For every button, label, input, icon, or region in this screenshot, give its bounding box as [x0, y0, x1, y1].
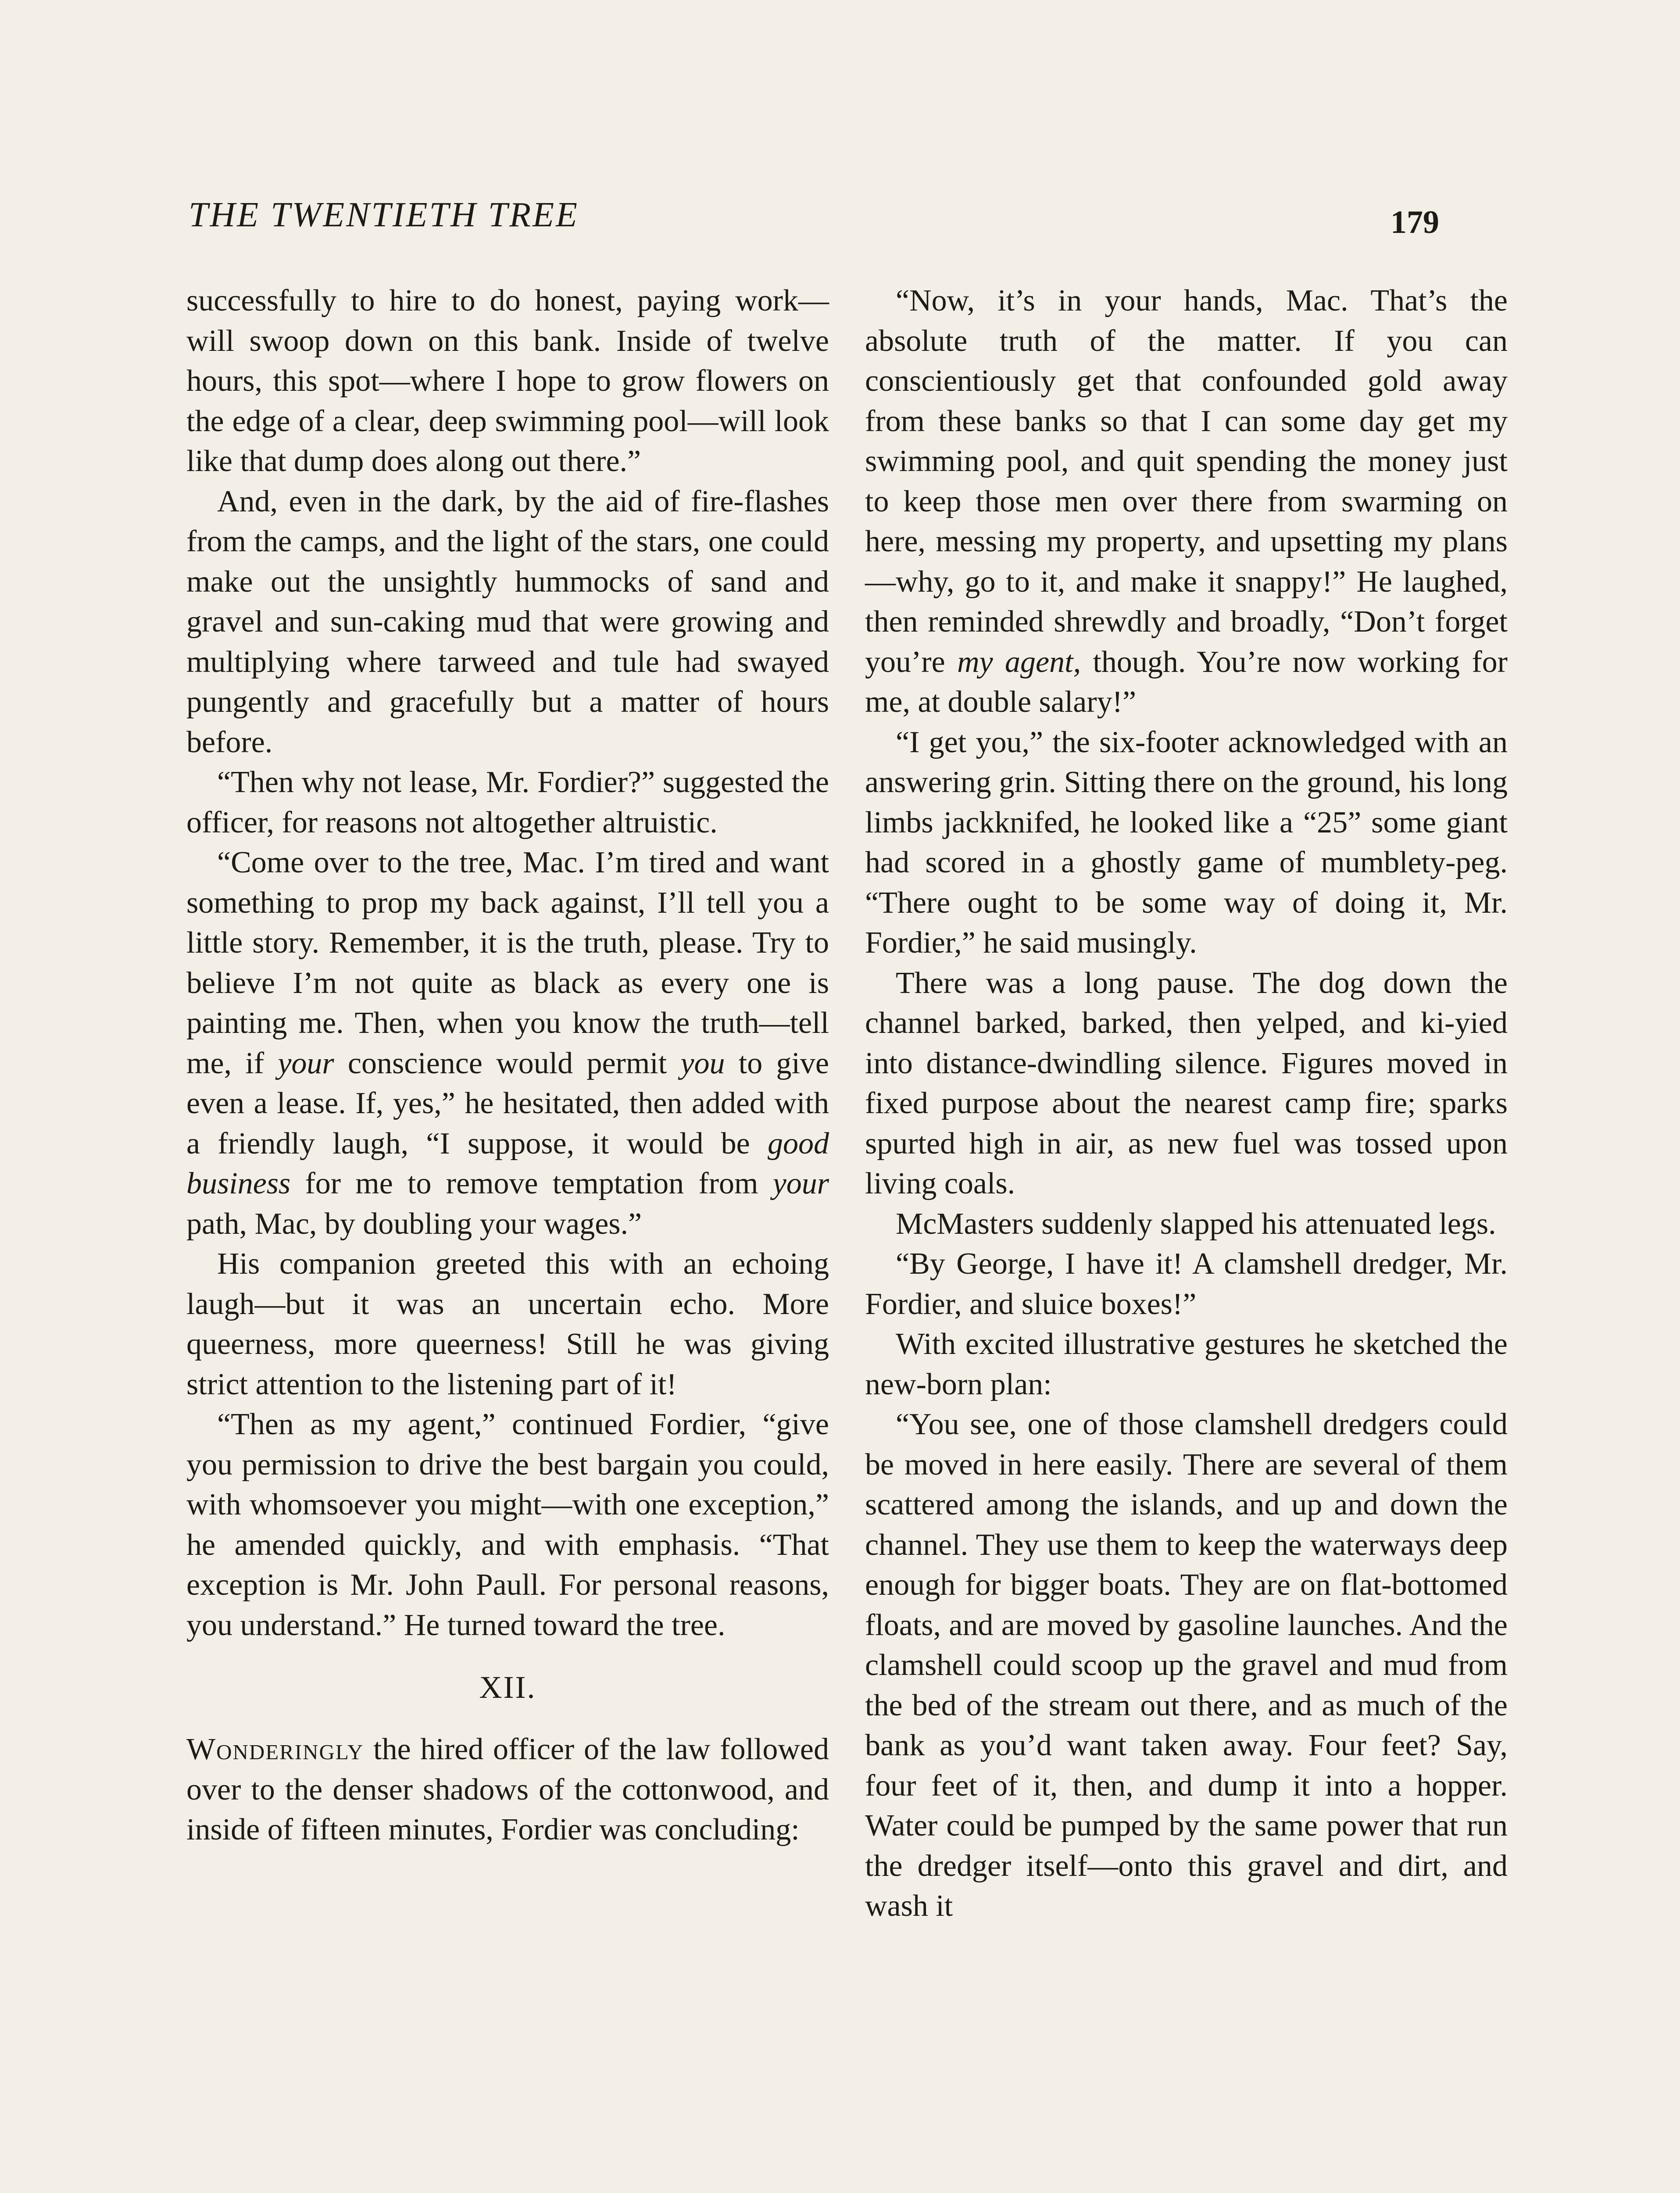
chapter-lead-word: Wonderingly — [186, 1732, 364, 1766]
paragraph: His companion greeted this with an echoing laugh—but it was an uncertain echo. More queerness, more queerness! Still he was giving strict attention to the listening part of it! — [186, 1247, 829, 1401]
text-run: though. You’re now working for me, at double salary!” — [865, 645, 1508, 719]
paragraph: “I get you,” the six-footer acknowledged with an answering grin. Sitting there on the ground, his long limbs jackknifed, he looked like a “25” some giant had scored in a ghostly game of mumblety-peg. “There ought to be some way of doing it, Mr. Fordier,” he said musingly. — [865, 725, 1508, 960]
paragraph: There was a long pause. The dog down the channel barked, barked, then yelped, and ki-yied into distance-dwindling silence. Figures moved in fixed purpose about the nearest camp fire; sparks spurted high in air, as new fuel was tossed upon living coals. — [865, 966, 1508, 1200]
text-run: “Now, it’s in your hands, Mac. That’s the absolute truth of the matter. If you can conscientiously get that confounded gold away from these banks so that I can some day get my swimming pool, and quit spending the money just to keep those men over there from swarming on here, messing my property, and upsetting my plans—why, go to it, and make it snappy!” He laughed, then reminded shrewdly and broadly, “Don’t forget you’re — [865, 284, 1508, 679]
emphasis-text: you — [680, 1046, 725, 1080]
text-run: to give even a lease. If, yes,” he hesitated, then added with a friendly laugh, “I suppose, it would be — [186, 1046, 829, 1161]
paragraph: “You see, one of those clamshell dredgers could be moved in here easily. There are several of them scattered among the islands, and up and down the channel. They use them to keep the waterways deep enough for bigger boats. They are on flat-bottomed floats, and are moved by gasoline launches. And the clamshell could scoop up the gravel and mud from the bed of the stream out there, and as much of the bank as you’d want taken away. Four feet? Say, four feet of it, then, and dump it into a hopper. Water could be pumped by the same power that run the dredger itself—onto this gravel and dirt, and wash it — [865, 1407, 1508, 1923]
paragraph — [186, 843, 829, 1244]
emphasis-text: my agent, — [957, 645, 1081, 679]
text-run: “Come over to the tree, Mac. I’m tired and want something to prop my back against, I’ll tell you a little story. Remember, it is the truth, please. Try to believe I’m not quite as black as every one is painting me. Then, when you know the truth—tell me, if — [186, 846, 829, 1080]
running-head: THE TWENTIETH TREE — [189, 196, 579, 234]
paragraph: McMasters suddenly slapped his attenuated legs. — [896, 1207, 1496, 1241]
paragraph: successfully to hire to do honest, paying work—will swoop down on this bank. Inside of twelve hours, this spot—where I hope to grow flowers on the edge of a clear, deep swimming pool—will look like that dump does along out there.” — [186, 284, 829, 478]
emphasis-text: your — [278, 1046, 334, 1080]
text-run: path, Mac, by doubling your wages.” — [186, 1207, 642, 1241]
paragraph: “Then as my agent,” continued Fordier, “give you permission to drive the best bargain you could, with whomsoever you might—with one exception,” he amended quickly, and with emphasis. “That exception is Mr. John Paull. For personal reasons, you understand.” He turned toward the tree. — [186, 1407, 829, 1642]
paragraph: And, even in the dark, by the aid of fire-flashes from the camps, and the light of the stars, one could make out the unsightly hummocks of sand and gravel and sun-caking mud that were growing and multiplying where tarweed and tule had swayed pungently and gracefully but a matter of hours before. — [186, 484, 829, 759]
paragraph — [186, 1729, 829, 1850]
paragraph: “By George, I have it! A clamshell dredger, Mr. Fordier, and sluice boxes!” — [865, 1247, 1508, 1321]
text-run: conscience would permit — [334, 1046, 681, 1080]
paragraph — [865, 281, 1508, 722]
text-run: the hired officer of the law followed over to the denser shadows of the cottonwood, and inside of fifteen minutes, Fordier was concluding: — [186, 1732, 829, 1847]
paragraph: With excited illustrative gestures he sketched the new-born plan: — [865, 1327, 1508, 1401]
left-column — [186, 281, 829, 1850]
emphasis-text: your — [772, 1167, 829, 1200]
page-number: 179 — [1390, 204, 1439, 240]
right-column — [865, 281, 1508, 1926]
emphasis-text: good business — [186, 1126, 829, 1200]
chapter-heading: XII. — [479, 1670, 536, 1705]
text-run: for me to remove temptation from — [290, 1167, 773, 1200]
paragraph: “Then why not lease, Mr. Fordier?” suggested the officer, for reasons not altogether altruistic. — [186, 765, 829, 839]
